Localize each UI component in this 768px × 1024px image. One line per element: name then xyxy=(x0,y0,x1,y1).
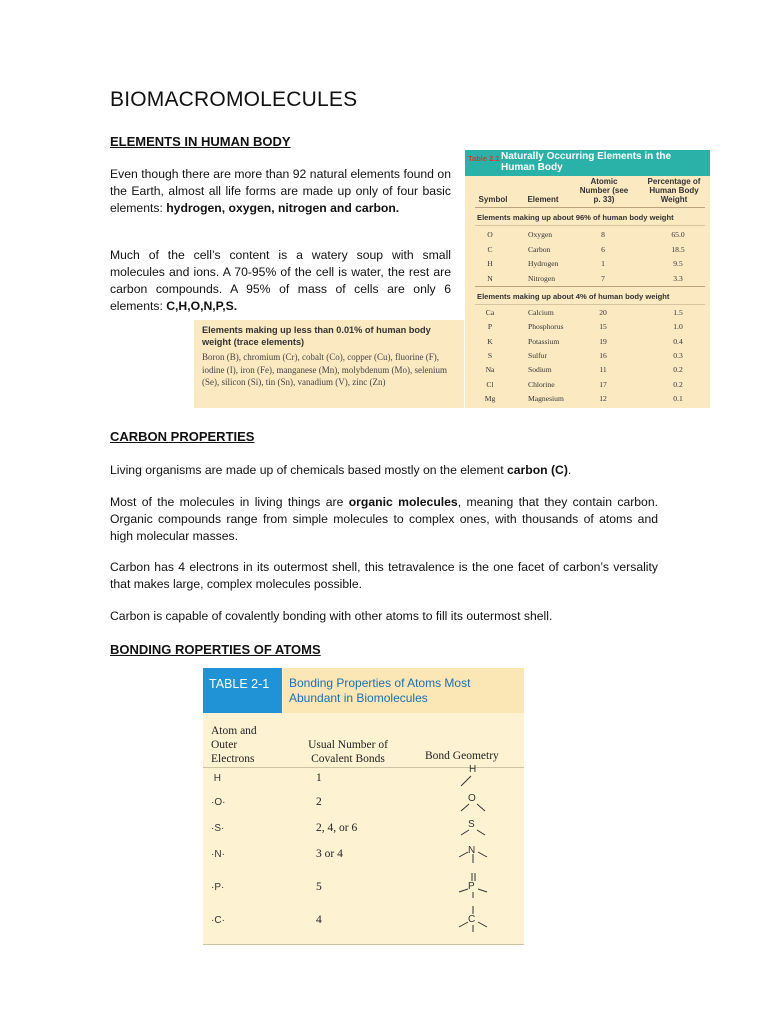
element-symbol: P xyxy=(487,322,493,332)
col-header-symbol: Symbol xyxy=(478,195,508,204)
paragraph-bold: organic molecules xyxy=(348,495,458,509)
geometry-atom-label: O xyxy=(468,793,476,804)
atomic-number: 12 xyxy=(599,393,607,403)
bonding-table xyxy=(203,668,524,945)
element-symbol: Cl xyxy=(486,379,494,389)
col-header-atomic: Atomic Number (see p. 33) xyxy=(579,177,629,204)
element-name: Calcium xyxy=(528,308,554,317)
geometry-atom-label: P xyxy=(468,881,475,892)
element-symbol: K xyxy=(487,336,493,346)
atom-symbol xyxy=(211,849,225,860)
electron-dot: · xyxy=(222,797,226,808)
element-name: Hydrogen xyxy=(528,259,559,268)
element-name: Potassium xyxy=(528,336,560,346)
covalent-bond-count: 1 xyxy=(316,772,322,784)
bond-geometry-diagram xyxy=(451,906,491,932)
atom-letter: P xyxy=(214,882,222,893)
paragraph-text: , meaning that they contain carbon. Organic compounds range from simple molecules to complex ones, with thousands of atoms and high molecular masses. xyxy=(110,495,659,543)
electron-dot: · xyxy=(211,915,215,926)
element-name: Nitrogen xyxy=(528,273,555,283)
paragraph-text: Most of the molecules in living things are xyxy=(110,495,349,509)
paragraph-organic-molecules xyxy=(110,494,658,545)
trace-heading: Elements making up less than 0.01% of human body weight (trace elements) xyxy=(202,325,431,347)
atom-letter: C xyxy=(214,915,222,926)
trace-list: Boron (B), chromium (Cr), cobalt (Co), copper (Cu), fluorine (F), iodine (I), iron (Fe), manganese (Mn), molybdenum (Mo), selenium (Se), silicon (Si), tin (Sn), vanadium (V), zinc (Zn) xyxy=(202,352,447,387)
atomic-number: 11 xyxy=(599,365,607,375)
bonding-table-title-box xyxy=(283,668,524,713)
divider xyxy=(203,944,524,945)
body-weight-percentage: 0.1 xyxy=(673,393,683,403)
geometry-atom-label: S xyxy=(468,819,475,830)
page-title: BIOMACROMOLECULES xyxy=(110,88,358,111)
atomic-number: 19 xyxy=(599,336,607,346)
element-name: Sulfur xyxy=(528,350,547,360)
geometry-atom-label: C xyxy=(468,914,476,925)
element-symbol: O xyxy=(487,230,493,239)
trace-elements-box xyxy=(194,320,464,408)
electron-dot: · xyxy=(221,915,225,926)
element-symbol: N xyxy=(487,273,493,283)
body-weight-percentage: 9.5 xyxy=(673,259,683,268)
elements-table-header xyxy=(465,150,710,176)
atom-symbol xyxy=(211,773,221,784)
body-weight-percentage: 18.5 xyxy=(671,244,685,254)
atom-symbol xyxy=(211,882,224,893)
element-name: Oxygen xyxy=(528,230,553,239)
atomic-number: 17 xyxy=(599,379,607,389)
atomic-number: 20 xyxy=(599,308,607,317)
divider xyxy=(475,286,705,287)
electron-dot: · xyxy=(221,882,225,893)
covalent-bond-count: 2 xyxy=(316,796,322,808)
divider xyxy=(475,207,705,208)
body-weight-percentage: 1.0 xyxy=(673,322,683,332)
element-name: Chlorine xyxy=(528,379,555,389)
group-label-4: Elements making up about 4% of human body weight xyxy=(477,292,670,301)
element-name: Sodium xyxy=(528,365,552,375)
atom-symbol xyxy=(211,915,225,926)
paragraph-text: Much of the cell’s content is a watery soup with small molecules and ions. A 70-95% of the cell is water, the rest are carbon compounds. A 95% of mass of cells are only 6 elements: xyxy=(110,248,451,313)
bonding-table-title: Bonding Properties of Atoms Most Abundant in Biomolecules xyxy=(289,676,471,705)
table-title: Naturally Occurring Elements in the Human Body xyxy=(501,151,672,173)
electron-dot: · xyxy=(211,849,215,860)
bonding-table-label-box xyxy=(203,668,282,713)
body-weight-percentage: 3.3 xyxy=(673,273,683,283)
electron-dot: · xyxy=(211,882,215,893)
paragraph-tetravalence: Carbon has 4 electrons in its outermost shell, this tetravalence is the one facet of carbon’s versality that makes large, complex molecules possible. xyxy=(110,560,658,591)
paragraph-bold: carbon (C) xyxy=(506,463,568,477)
table-tag: Table 2.1 xyxy=(468,154,500,163)
section-heading-carbon: CARBON PROPERTIES xyxy=(110,429,255,444)
body-weight-percentage: 0.2 xyxy=(673,365,683,375)
atom-letter: S xyxy=(214,823,222,834)
paragraph-text: Living organisms are made up of chemicals based mostly on the element xyxy=(110,463,507,477)
body-weight-percentage: 65.0 xyxy=(671,230,685,239)
covalent-bond-count: 4 xyxy=(316,914,322,926)
paragraph-covalent: Carbon is capable of covalently bonding with other atoms to fill its outermost shell. xyxy=(110,609,553,623)
col-header-atom: Atom and Outer Electrons xyxy=(211,725,257,765)
paragraph-cell-content xyxy=(110,247,451,315)
bond-geometry-diagram xyxy=(451,873,491,899)
element-symbol: C xyxy=(487,244,493,254)
atomic-number: 7 xyxy=(601,273,605,283)
paragraph-text: Even though there are more than 92 natural elements found on the Earth, almost all life forms are made up only of four basic elements: xyxy=(110,167,451,215)
paragraph-four-elements xyxy=(110,166,451,217)
atom-symbol xyxy=(211,823,224,834)
covalent-bond-count: 5 xyxy=(316,881,322,893)
bond-geometry-diagram xyxy=(451,814,491,840)
element-symbol: H xyxy=(487,259,493,268)
geometry-atom-label: N xyxy=(468,845,476,856)
geometry-atom-label: H xyxy=(469,764,477,775)
element-symbol: Ca xyxy=(485,308,495,317)
paragraph-bold: hydrogen, oxygen, nitrogen and carbon. xyxy=(166,201,400,215)
divider xyxy=(475,304,705,305)
atomic-number: 6 xyxy=(601,244,605,254)
paragraph-carbon-based xyxy=(110,462,658,479)
element-symbol: S xyxy=(487,350,493,360)
paragraph-bold: C,H,O,N,P,S. xyxy=(166,299,238,313)
atom-letter: O xyxy=(214,797,223,808)
electron-dot: · xyxy=(211,797,215,808)
bond-geometry-diagram xyxy=(451,788,491,814)
atom-letter: N xyxy=(214,849,222,860)
col-header-element: Element xyxy=(527,195,559,204)
paragraph-text: . xyxy=(567,463,572,477)
body-weight-percentage: 0.3 xyxy=(673,350,683,360)
covalent-bond-count: 2, 4, or 6 xyxy=(316,822,358,834)
element-symbol: Mg xyxy=(484,393,496,403)
body-weight-percentage: 0.4 xyxy=(673,336,683,346)
atomic-number: 8 xyxy=(601,230,605,239)
covalent-bond-count: 3 or 4 xyxy=(316,848,343,860)
element-name: Phosphorus xyxy=(528,322,564,332)
section-heading-bonding: BONDING ROPERTIES OF ATOMS xyxy=(110,642,321,657)
group-label-96: Elements making up about 96% of human body weight xyxy=(477,213,674,222)
atomic-number: 1 xyxy=(601,259,605,268)
bond-geometry-diagram xyxy=(451,840,491,866)
electron-dot: · xyxy=(221,849,225,860)
divider xyxy=(475,225,705,226)
element-name: Magnesium xyxy=(528,393,564,403)
atomic-number: 16 xyxy=(599,350,607,360)
col-header-bonds: Usual Number of Covalent Bonds xyxy=(308,739,388,765)
atom-symbol xyxy=(211,797,225,808)
electron-dot: · xyxy=(221,823,225,834)
element-symbol: Na xyxy=(485,365,495,375)
atomic-number: 15 xyxy=(599,322,607,332)
bonding-table-label: TABLE 2-1 xyxy=(209,677,270,691)
body-weight-percentage: 0.2 xyxy=(673,379,683,389)
electron-dot: · xyxy=(211,823,215,834)
bond-geometry-diagram xyxy=(451,764,491,790)
section-heading-elements: ELEMENTS IN HUMAN BODY xyxy=(110,134,291,149)
element-name: Carbon xyxy=(528,244,551,254)
col-header-percentage: Percentage of Human Body Weight xyxy=(647,177,701,204)
elements-table xyxy=(465,150,710,408)
col-header-geometry: Bond Geometry xyxy=(425,750,499,762)
atom-letter: H xyxy=(213,773,222,784)
body-weight-percentage: 1.5 xyxy=(673,308,683,317)
